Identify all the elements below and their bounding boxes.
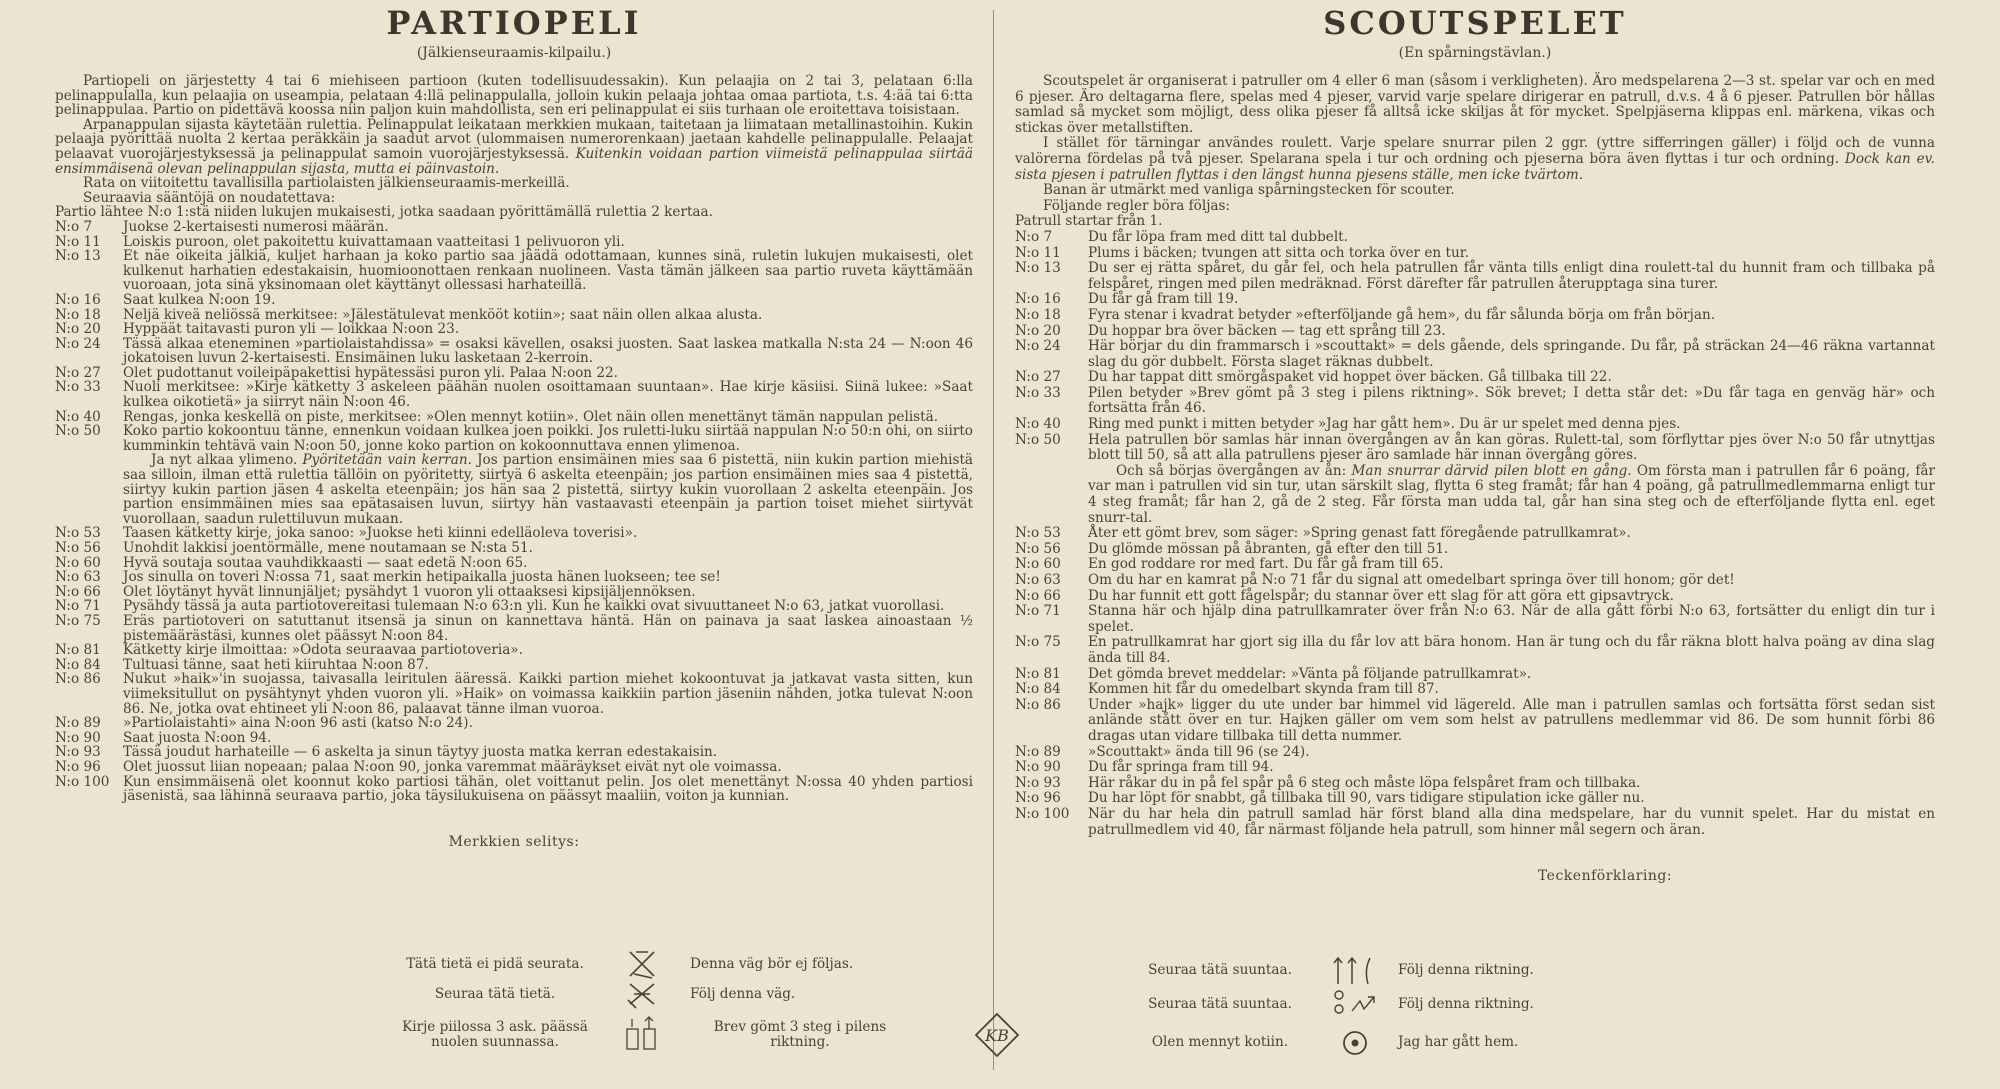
rule-entry [1015,324,1935,340]
rule-entry [55,235,973,250]
rule-entry [55,220,973,235]
continuation-text [1088,464,1935,526]
rule-text: Saat juosta N:oon 94. [123,729,272,746]
rule-number: N:o 90 [55,729,101,746]
intro-text: I stället för tärningar användes roulett. Varje spelare snurrar pilen 2 ggr. (yttre sifferringen gäller) i följd och de vunna valörerna fördelas på två pjeser. Spelarana spela i tur och ordning och pjeserna böra även flyttas i tur och ordning. [1015,135,1935,167]
rule-number: N:o 50 [1015,431,1061,448]
intro-paragraph [1015,136,1935,183]
rule-text: En god roddare ror med fart. Du får gå fram till 65. [1088,556,1444,573]
continuation-italic: Man snurrar därvid pilen blott en gång. [1351,462,1632,479]
continuation-plain: Ja nyt alkaa ylimeno. [151,452,298,469]
rule-text: Om du har en kamrat på N:o 71 får du signal att omedelbart springa över till honom; gör det! [1088,572,1735,588]
rule-text: Hyvä soutaja soutaa vauhdikkaasti — saat edetä N:oon 65. [123,554,528,571]
rule-entry [55,410,973,425]
rule-entry [1015,635,1935,666]
rule-entry [1015,698,1935,745]
rule-text: Pysähdy tässä ja auta partiotovereitasi tulemaan N:o 63:n yli. Kun he kaikki ovat sivuuttaneet N:o 63, jatkat vuorollasi. [123,598,945,615]
rule-entry [1015,682,1935,698]
rule-entry [55,570,973,585]
rule-entry [55,366,973,381]
rule-number: N:o 66 [55,583,101,600]
rule-text: Du hoppar bra över bäcken — tag ett språng till 23. [1088,322,1446,339]
rule-entry [1015,417,1935,433]
continuation-rest: Jos partion ensimäinen mies saa 6 pistettä, niin kukin partion miehistä saa silloin, ilman että rulettia tällöin on pyöritetty, siirtyä 6 askelta eteenpäin; jos partion ensimäinen mies saa 4 pistettä, siirtyy kukin partion jäsen 4 askelta eteenpäin; jos hän saa 2 pistettä, siirtyy kukin vuorollaan 2 askelta eteenpäin. Jos partion ensimmäinen mies saa epätasaisen luvun, siirtyy hän vastaavasti eteenpäin ja partion toiset miehet siirtyvät vuorollaan, saadun rulettiluvun mukaan. [123,452,974,527]
rule-entry [55,424,973,453]
rule-text: Ring med punkt i mitten betyder »Jag har gått hem». Du är ur spelet med denna pjes. [1088,416,1681,433]
legend-text-fi: Olen mennyt kotiin. [1151,1034,1289,1050]
rule-number: N:o 93 [55,744,101,761]
rule-number: N:o 40 [1015,416,1061,433]
rule-entry [1015,542,1935,558]
rule-text: Du glömde mössan på åbranten, gå efter den till 51. [1088,540,1449,557]
rule-entry [55,672,973,716]
legend-text-sv: Följ denna riktning. [1398,996,1534,1012]
rule-entry [1015,230,1935,246]
intro-paragraph [55,118,973,176]
rule-number: N:o 86 [1015,696,1061,713]
rule-number: N:o 60 [1015,556,1061,573]
rule-number: N:o 90 [1015,759,1061,776]
rule-text: Neljä kiveä neliössä merkitsee: »Jälestätulevat menkööt kotiin»; saat näin ollen alkaa alusta. [123,306,763,323]
rule-text: Jos sinulla on toveri N:ossa 71, saat merkin hetipaikalla juosta hänen luokseen; tee se! [123,569,721,586]
rule-list [1015,526,1935,838]
legend-text-fi: Tätä tietä ei pidä seurata. [406,956,584,972]
rule-text: Hela patrullen bör samlas här innan övergången av ån kan göras. Rulett-tal, som förflyttar pjes över N:o 50 får utnyttjas blott till 50, så att alla patrullens pjeser äro samlade här innan övergång göres. [1088,431,1935,464]
rule-entry [1015,261,1935,292]
rule-number: N:o 89 [1015,743,1061,760]
rule-text: Nuoli merkitsee: »Kirje kätketty 3 askeleen päähän nuolen osoittamaan suuntaan». Hae kirje käsiisi. Siinä lukee: »Saat kulkea oikotietä» ja siirryt näin N:oon 46. [123,379,973,411]
legend-text-sv: Följ denna riktning. [1398,962,1534,978]
rule-list [1015,230,1935,464]
intro-text: Arpanappulan sijasta käytetään rulettia. Pelinappulat leikataan merkkien mukaan, taitetaan ja liimataan metallinastoihin. Kukin pelaaja pyörittää nuolta 2 kertaa peräkkäin ja saadut arvot (ulommaisen numerorenkaan) jaetaan kahdelle pelinappulalle. Pelaajat pelaavat vuorojärjestyksessä ja pelinappulat samoin vuorojärjestyksessä. [55,116,973,162]
continuation-text [123,453,973,526]
rule-text: Juokse 2-kertaisesti numerosi määrän. [123,218,389,235]
rule-entry [1015,745,1935,761]
rule-text: Pilen betyder »Brev gömt på 3 steg i pilens riktning». Sök brevet; I detta står det: »Du får taga en genväg här» och fortsätta från 46. [1088,384,1935,417]
swedish-legend-title: Teckenförklaring: [1537,868,1673,885]
rule-entry [55,716,973,731]
legend-text-sv: Jag har gått hem. [1398,1034,1519,1050]
rule-entry [55,293,973,308]
rule-text: Saat kulkea N:oon 19. [123,291,276,308]
rule-number: N:o 33 [1015,384,1061,401]
rule-text: Åter ett gömt brev, som säger: »Spring genast fatt föregående patrullkamrat». [1088,525,1631,542]
crossed-path-icon [622,948,662,982]
rule-text: Nukut »haik»'in suojassa, taivasalla leiritulen ääressä. Kaikki partion miehet kokoontuvat ja jatkavat vasta sitten, kun viimeksitullut on pysähtynyt yhden vuoron yli. »Haik» on voimassa kaikkiin partion jäseniin nähden, jotka tulevat N:oon 86. Ne, jotka ovat ehtineet yli N:oon 86, palaavat tänne ilman vuoroa. [123,671,973,717]
rule-number: N:o 81 [1015,665,1061,682]
legend-text-fi: Seuraa tätä tietä. [434,986,556,1002]
rule-text: Du har löpt för snabbt, gå tillbaka till 90, vars tidigare stipulation icke gäller nu. [1088,790,1645,807]
rule-entry [55,249,973,293]
rule-entry [55,337,973,366]
rule-number: N:o 11 [55,233,101,250]
rule-entry [1015,604,1935,635]
rule-number: N:o 13 [1015,260,1061,277]
rule-number: N:o 63 [1015,572,1061,588]
rule-number: N:o 71 [55,598,101,615]
swedish-title: SCOUTSPELET [1323,4,1627,42]
rule-number: N:o 27 [1015,369,1061,386]
rule-number: N:o 84 [55,656,101,673]
rule-number: N:o 40 [55,408,101,425]
rule-number: N:o 50 [55,423,101,440]
direction-arrows-icon [1330,950,1380,988]
finnish-legend-title: Merkkien selitys: [448,833,580,850]
rule-text: Det gömda brevet meddelar: »Vänta på följande patrullkamrat». [1088,665,1532,682]
rule-entry [1015,308,1935,324]
rule-number: N:o 63 [55,569,101,586]
rule-text: Et näe oikeita jälkiä, kuljet harhaan ja koko partio saa jäädä odottamaan, kunnes sinä, ruletin lukujen mukaisesti, olet kulkenut harhatien edestakaisin, huomioonottaen renkaan nuolineen. Vasta tämän jälkeen saa partio ruveta käyttämään vuoroaan, jota sinä yksinomaan olet käyttänyt ollessasi harhateillä. [123,248,973,294]
rule-entry [1015,386,1935,417]
rule-number: N:o 100 [55,773,110,790]
rule-list [55,526,973,803]
rule-number: N:o 71 [1015,603,1061,620]
rule-number: N:o 53 [55,525,101,542]
rule-text: När du har hela din patrull samlad här först bland alla dina medspelare, har du vunnit spelet. Har du mistat en patrullmedlem vid 40, får närmast följande hela patrull, som hinner mål segern och äran. [1088,805,1935,838]
continuation-rest: Om första man i patrullen får 6 poäng, får var man i patrullen vid sin tur, utan särskilt slag, flytta 6 steg framåt; får han 4 poäng, gå patrullmedlemmarna enligt tur 4 steg framåt; får han 2, gå de 2 steg. Får första man udda tal, går han sina steg och de efterföljande flytta enl. eget snurr-tal. [1088,462,1935,526]
logo-text: KB [985,1026,1009,1045]
rule-entry [1015,807,1935,838]
rule-number: N:o 24 [55,335,101,352]
rule-text: Taasen kätketty kirje, joka sanoo: »Juokse heti kiinni edelläoleva toverisi». [123,525,638,542]
rule-text: Du har funnit ett gott fågelspår; du stannar över ett slag för att göra ett gipsavtryck. [1088,587,1674,604]
rule-text: Kommen hit får du omedelbart skynda fram till 87. [1088,681,1439,698]
rule-entry [1015,667,1935,683]
intro-line: Följande regler böra följas: [1043,197,1231,214]
rule-text: »Scouttakt» ända till 96 (se 24). [1088,743,1310,760]
rule-number: N:o 93 [1015,774,1061,791]
intro-line: Rata on viitoitettu tavallisilla partiolaisten jälkienseuraamis-merkeillä. [83,175,570,192]
finnish-subtitle: (Jälkienseuraamis-kilpailu.) [416,45,612,61]
rule-number: N:o 66 [1015,587,1061,604]
rule-text: Fyra stenar i kvadrat betyder »efterföljande gå hem», du får sålunda börja om från början. [1088,306,1716,323]
rule-entry [55,658,973,673]
rule-list [55,220,973,454]
intro-line: Partio lähtee N:o 1:stä niiden lukujen mukaisesti, jotka saadaan pyörittämällä rulettia 2 kertaa. [55,204,713,221]
rule-entry [55,614,973,643]
intro-paragraph: Scoutspelet är organiserat i patruller om 4 eller 6 man (såsom i verkligheten). Äro medspelarena 2—3 st. spelar var och en med 6 pjeser. Äro deltagarna flere, spelas med 4 pjeser, varvid varje spelare dirigerar en patrull, d.v.s. 4 å 6 pjeser. Patrullen bör hållas samlad så mycket som möjligt, dess olika pjeser få alltså icke skiljas åt för mycket. Spelpjäserna klippas enl. märkena, vikas och stickas över metallstiften. [1015,73,1935,136]
rule-number: N:o 33 [55,379,101,396]
swedish-rules-column [1015,0,1935,884]
legend-text-fi: Seuraa tätä suuntaa. [1148,996,1292,1012]
legend-text-sv: Denna väg bör ej följas. [690,956,854,972]
rule-entry [1015,526,1935,542]
rule-number: N:o 53 [1015,525,1061,542]
rule-text: Unohdit lakkisi joentörmälle, mene noutamaan se N:sta 51. [123,540,533,556]
rule-number: N:o 56 [1015,540,1061,557]
rule-text: Olet juossut liian nopeaan; palaa N:oon 90, jonka varemmat määräykset eivät nyt ole voimassa. [123,758,782,775]
stones-direction-icon [1330,985,1380,1023]
rule-entry [1015,791,1935,807]
rule-entry [55,760,973,775]
rule-number: N:o 96 [55,758,101,775]
rule-number: N:o 18 [1015,306,1061,323]
rule-number: N:o 96 [1015,790,1061,807]
rule-number: N:o 75 [1015,634,1061,651]
rule-entry [55,541,973,556]
legend-text-fi: Seuraa tätä suuntaa. [1148,962,1292,978]
rule-text: Koko partio kokoontuu tänne, ennenkun voidaan kulkea joen poikki. Jos ruletti-luku siirtää nappulan N:o 50:n ohi, on siirto kumminkin tehtävä vain N:oon 50, jonne koko partion on kokoonnuttava ennen ylimenoa. [123,423,973,454]
rule-text: Rengas, jonka keskellä on piste, merkitsee: »Olen mennyt kotiin». Olet näin ollen menettänyt tämän nappulan pelistä. [123,408,939,425]
intro-paragraph: Partiopeli on järjestetty 4 tai 6 miehiseen partioon (kuten todellisuudessakin). Kun pelaajia on 2 tai 3, pelataan 6:lla pelinappulalla, kun pelaajia on useampia, pelataan 4:llä pelinappulalla, jolloin kukin pelaaja johtaa omaa partiota, t.s. 4:ää tai 6:tta pelinappulaa. Partio on pidettävä koossa niin paljon kuin mahdollista, sen eri pelinappulat ei siis turhaan ole eroitettava toisistaan. [55,73,973,119]
rule-entry [55,380,973,409]
rule-entry [55,599,973,614]
follow-path-icon [622,978,662,1012]
rule-number: N:o 60 [55,554,101,571]
rule-text: Plums i bäcken; tvungen att sitta och torka över en tur. [1088,244,1470,261]
rule-text: Tultuasi tänne, saat heti kiiruhtaa N:oon 87. [123,656,429,673]
rule-text: Olet löytänyt hyvät linnunjäljet; pysähdyt 1 vuoron yli ottaaksesi kipsijäljennöksen. [123,583,696,600]
rule-number: N:o 16 [1015,291,1061,308]
rule-number: N:o 24 [1015,338,1061,355]
rule-number: N:o 20 [1015,322,1061,339]
intro-line: Patrull startar från 1. [1015,213,1163,230]
rule-entry [55,731,973,746]
legend-text-fi: Kirje piilossa 3 ask. päässä nuolen suunnassa. [402,1019,588,1050]
rule-number: N:o 75 [55,612,101,629]
rule-text: Du får gå fram till 19. [1088,291,1239,308]
continuation-row [55,453,973,526]
rule-entry [1015,589,1935,605]
intro-line: Seuraavia sääntöjä on noudatettava: [83,189,336,206]
rule-entry [1015,573,1935,589]
hidden-letter-arrow-icon [622,1015,662,1053]
rule-text: Tässä joudut harhateille — 6 askelta ja sinun täytyy juosta matka kerran edestakaisin. [123,744,718,761]
rule-entry [55,308,973,323]
rule-entry [1015,246,1935,262]
rule-text: Här börjar du din frammarsch i »scouttakt» = dels gående, dels springande. Du får, på sträckan 24—46 räkna vartannat slag du gör dubbelt. Första slaget räknas dubbelt. [1088,338,1935,370]
intro-italic-text: Dock kan ev. sista pjesen i patrullen flyttas i den längst hunna pjesens ställe, men icke tvärtom. [1015,150,1935,183]
rule-text: Eräs partiotoveri on satuttanut itsensä ja sinun on kannettava häntä. Hän on painava ja saat laskea ainoastaan ½ pistemäärästäsi, kunnes olet päässyt N:oon 84. [123,612,973,644]
intro-italic-text: Kuitenkin voidaan partion viimeistä pelinappulaa siirtää ensimmäisenä olevan pelinappulan sijasta, mutta ei päinvastoin. [55,145,974,177]
finnish-body [55,74,973,804]
column-divider [993,10,994,1070]
rule-number: N:o 16 [55,291,101,308]
rule-number: N:o 18 [55,306,101,323]
legend-text-sv: Brev gömt 3 steg i pilens riktning. [713,1019,887,1050]
rule-entry [55,643,973,658]
rule-number: N:o 84 [1015,681,1061,698]
rule-text: Stanna här och hjälp dina patrullkamrater över från N:o 63. När de alla gått förbi N:o 63, fortsätter du enligt din tur i spelet. [1088,603,1935,635]
continuation-italic: Pyöritetään vain kerran. [302,452,472,469]
rule-entry [55,526,973,541]
legend-text-sv: Följ denna väg. [690,986,796,1002]
rule-text: En patrullkamrat har gjort sig illa du får lov att bära honom. Han är tung och du får räkna blott halva poäng av dina slag ända till 84. [1088,634,1935,666]
rule-text: Kätketty kirje ilmoittaa: »Odota seuraavaa partiotoveria». [123,642,523,659]
rule-entry [1015,370,1935,386]
rule-entry [55,556,973,571]
rule-entry [1015,433,1935,464]
rule-number: N:o 86 [55,671,101,688]
rule-text: Du har tappat ditt smörgåspaket vid hoppet över bäcken. Gå tillbaka till 22. [1088,369,1612,386]
rule-text: Loiskis puroon, olet pakoitettu kuivattamaan vaatteitasi 1 pelivuoron yli. [123,233,625,250]
rule-entry [55,322,973,337]
rule-entry [1015,776,1935,792]
rule-text: »Partiolaistahti» aina N:oon 96 asti (katso N:o 24). [123,715,473,732]
rule-text: Under »hajk» ligger du ute under bar himmel vid lägereld. Alle man i patrullen samlas och fortsätta först sedan sist anlände stått över en tur. Hajken gäller om vem som helst av patrullens medlemmar vid 86. De som hunnit förbi 86 dragas utan vidare tillbaka till detta nummer. [1088,696,1935,744]
rule-entry [1015,292,1935,308]
rule-number: N:o 20 [55,321,101,338]
rule-text: Hyppäät taitavasti puron yli — loikkaa N:oon 23. [123,321,460,338]
rule-text: Du ser ej rätta spåret, du går fel, och hela patrullen får vänta tills enligt dina roulett-tal du hunnit fram och tillbaka på felspåret, ringen med pilen medräknad. Först därefter får patrullen återupptaga sina turer. [1088,260,1935,292]
rule-number: N:o 13 [55,248,101,265]
rule-number: N:o 89 [55,715,101,732]
swedish-subtitle: (En spårningstävlan.) [1398,45,1552,61]
intro-line: Banan är utmärkt med vanliga spårningstecken för scouter. [1043,182,1455,199]
rule-text: Tässä alkaa eteneminen »partiolaistahdissa» = osaksi kävellen, osaksi juosten. Saat laskea matkalla N:sta 24 — N:oon 46 jokatoisen luvun 2-kertaisesti. Ensimäinen luku lasketaan 2-kerroin. [123,335,973,367]
rule-number: N:o 27 [55,364,101,381]
rule-number: N:o 56 [55,540,101,556]
rule-entry [1015,760,1935,776]
rule-text: Kun ensimmäisenä olet koonnut koko partiosi tähän, olet voittanut pelin. Jos olet menettänyt N:ossa 40 yhden partiosi jäsenistä, saa lähinnä seuraava partio, joka täysilukuisena on päässyt maaliin, voiton ja kunnian. [123,773,973,805]
rule-number: N:o 7 [55,218,93,235]
continuation-row [1015,464,1935,526]
swedish-body [1015,74,1935,838]
rule-entry [55,745,973,760]
rule-entry [1015,339,1935,370]
rule-number: N:o 11 [1015,244,1061,261]
rule-text: Du får springa fram till 94. [1088,759,1274,776]
rule-text: Du får löpa fram med ditt tal dubbelt. [1088,228,1348,245]
gone-home-ring-icon [1340,1028,1370,1058]
continuation-plain: Och så börjas övergången av ån: [1116,462,1347,479]
rule-entry [1015,557,1935,573]
rule-entry [55,775,973,804]
rule-entry [55,585,973,600]
rule-number: N:o 81 [55,642,101,659]
rule-number: N:o 7 [1015,228,1053,245]
kb-logo [974,1012,1020,1058]
rule-text: Här råkar du in på fel spår på 6 steg och måste löpa felspåret fram och tillbaka. [1088,774,1641,791]
finnish-rules-column [55,0,973,850]
rule-number: N:o 100 [1015,805,1070,822]
finnish-title: PARTIOPELI [386,4,642,42]
rule-text: Olet pudottanut voileipäpakettisi hypätessäsi puron yli. Palaa N:oon 22. [123,364,619,381]
